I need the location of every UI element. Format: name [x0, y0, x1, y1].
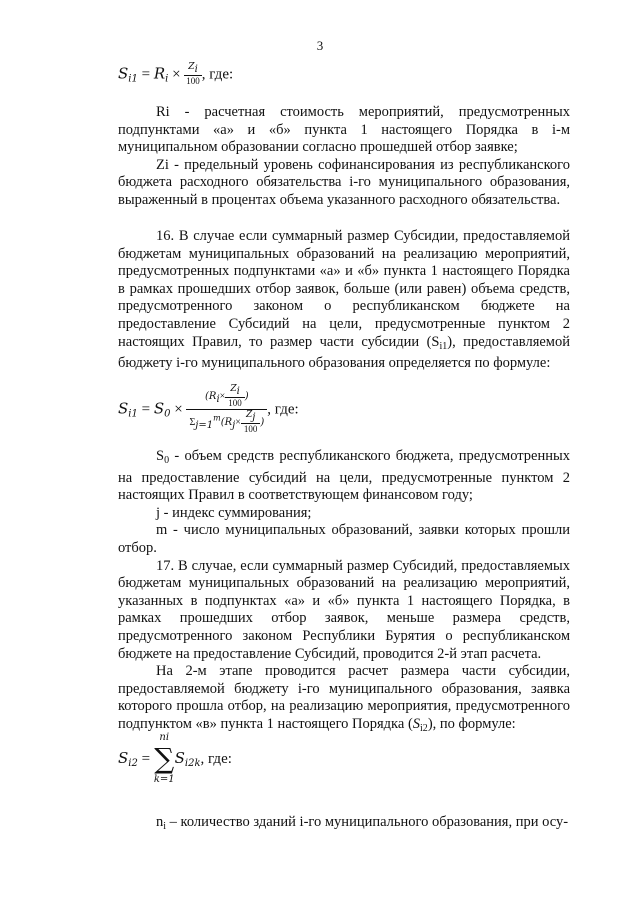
sum-symbol: Σ — [189, 417, 196, 428]
formula-symbol: S — [118, 64, 129, 83]
sum-lower-limit: j=1 — [195, 420, 214, 431]
formula-operator: × — [168, 66, 185, 83]
paragraph-ni — [118, 814, 570, 836]
formula-symbol: S — [118, 749, 129, 767]
formula-subscript: i1 — [128, 73, 138, 85]
formula-subscript: j — [252, 412, 256, 423]
fraction-denominator — [186, 410, 267, 435]
formula-si1-proportional — [118, 384, 299, 435]
paragraph-16 — [118, 228, 570, 373]
paragraph-j: j - индекс суммирования; — [156, 504, 312, 521]
formula-paren: ) — [244, 391, 249, 402]
formula-subscript: i1 — [128, 408, 138, 420]
paragraph-17: 17. В случае, если суммарный размер Субсидий, предоставляемых бюджетам муниципальных образований на реализацию мероприятий, указанных в подпунктах «а» и «б» пункта 1 настоящего Порядка, в рамках прошедших отбор заявок, меньше размера средств, предусмотренного законом Республики Бурятия о республиканском бюджете на предоставление Субсидий, проводится 2-й этап расчета. — [118, 557, 570, 662]
paragraph-text: - объем средств республиканского бюджета, предусмотренных на предоставление субсидий на цели, предусмотренные пунктом 2 настоящих Правил в соответствующем финансовом году; — [118, 448, 570, 504]
subscript: i2 — [420, 722, 428, 734]
page-number: 3 — [316, 38, 324, 53]
body-text-block-1 — [118, 104, 570, 210]
paragraph-ri: Ri - расчетная стоимость мероприятий, предусмотренных подпунктами «а» и «б» пункта 1 настоящего Порядка в i-м муниципальном образовании согласно прошедшей отбор заявке; — [118, 104, 570, 156]
formula-operator: = — [137, 66, 154, 83]
formula-tail: , где: — [201, 66, 234, 83]
summation — [154, 732, 175, 786]
paragraph-text: ), предоставляемой бюджету i-го муниципального образования определяется по формуле: — [118, 333, 570, 372]
formula-symbol: (R — [205, 391, 217, 402]
inner-fraction — [241, 410, 261, 435]
paragraph-s0 — [118, 448, 570, 505]
formula-subscript: i — [165, 73, 169, 85]
formula-subscript: i2k — [184, 758, 201, 769]
formula-symbol: S — [174, 749, 185, 767]
formula-operator: = — [137, 751, 154, 767]
sum-upper-limit: ni — [159, 732, 170, 743]
paragraph-text: ), по формуле: — [427, 715, 516, 732]
body-text-block-4 — [118, 814, 570, 836]
formula-symbol: S — [412, 715, 421, 732]
formula-operator: × — [219, 391, 226, 402]
sum-lower-limit: k=1 — [153, 774, 175, 785]
body-text-block-2 — [118, 228, 570, 373]
paragraph-text: На 2-м этапе проводится расчет размера части субсидии, предоставляемой бюджету i-го муниципального образования, заявка которого прошла отбор, на реализацию мероприятия, предусмотренного подпунктом «в» пункта 1 настоящего Порядка ( — [118, 663, 570, 732]
formula-symbol: S — [118, 399, 129, 418]
formula-subscript: 0 — [164, 408, 171, 420]
formula-operator: = — [137, 401, 154, 418]
paragraph-text: – количество зданий i-го муниципального образования, при осу- — [166, 814, 569, 830]
subscript: i — [163, 821, 167, 832]
inner-fraction — [225, 384, 245, 409]
sum-symbol: ∑ — [154, 742, 175, 775]
formula-symbol: (R — [220, 417, 233, 428]
formula-si2-sum — [118, 732, 232, 786]
fraction-denominator: 100 — [243, 424, 258, 434]
paragraph-zi: Zi - предельный уровень софинансирования из республиканского бюджета расходного обязательства i-го муниципального образования, выраженный в процентах объема указанного расходного обязательства. — [118, 156, 570, 208]
fraction-numerator — [186, 384, 267, 410]
formula-symbol: Z — [245, 410, 253, 420]
formula-subscript: j — [232, 420, 236, 431]
formula-subscript: i — [216, 394, 220, 405]
paragraph-text: S — [156, 448, 165, 464]
paragraph-m: m - число муниципальных образований, заявки которых прошли отбор. — [118, 522, 570, 556]
body-text-block-3 — [118, 448, 570, 738]
formula-paren: ) — [260, 417, 265, 428]
formula-operator: × — [170, 401, 187, 418]
paragraph-text: 16. В случае если суммарный размер Субсидии, предоставляемой бюджетам муниципальных образований на реализацию мероприятий, предусмотренных подпунктами «а» и «б» пункта 1 настоящего Порядка в рамках прошедших отбор заявок, больше (или равен) объема средств, предусмотренного законом о республиканском бюджете на предоставление Субсидий на цели, предусмотренные пунктом 2 настоящих Правил, то размер части субсидии (S — [118, 228, 570, 350]
formula-operator: × — [235, 417, 241, 428]
formula-symbol: Z — [230, 384, 237, 394]
formula-subscript: i — [236, 386, 240, 397]
fraction-numerator: Z — [188, 62, 195, 72]
formula-si1-basic — [118, 62, 233, 87]
paragraph-stage2 — [118, 663, 570, 737]
formula-subscript: i2 — [128, 758, 138, 769]
formula-symbol: R — [153, 64, 166, 83]
formula-symbol: S — [153, 399, 165, 418]
fraction-denominator: 100 — [186, 76, 200, 86]
subscript: 0 — [164, 455, 170, 466]
formula-fraction — [186, 384, 267, 435]
formula-tail: , где: — [200, 751, 232, 767]
formula-subscript: i — [194, 64, 198, 75]
sum-upper-limit: m — [213, 413, 221, 423]
subscript: i1 — [439, 340, 448, 352]
fraction-denominator: 100 — [228, 398, 242, 408]
formula-fraction — [184, 62, 202, 87]
paragraph-text: n — [156, 814, 164, 830]
formula-tail: , где: — [267, 401, 299, 418]
